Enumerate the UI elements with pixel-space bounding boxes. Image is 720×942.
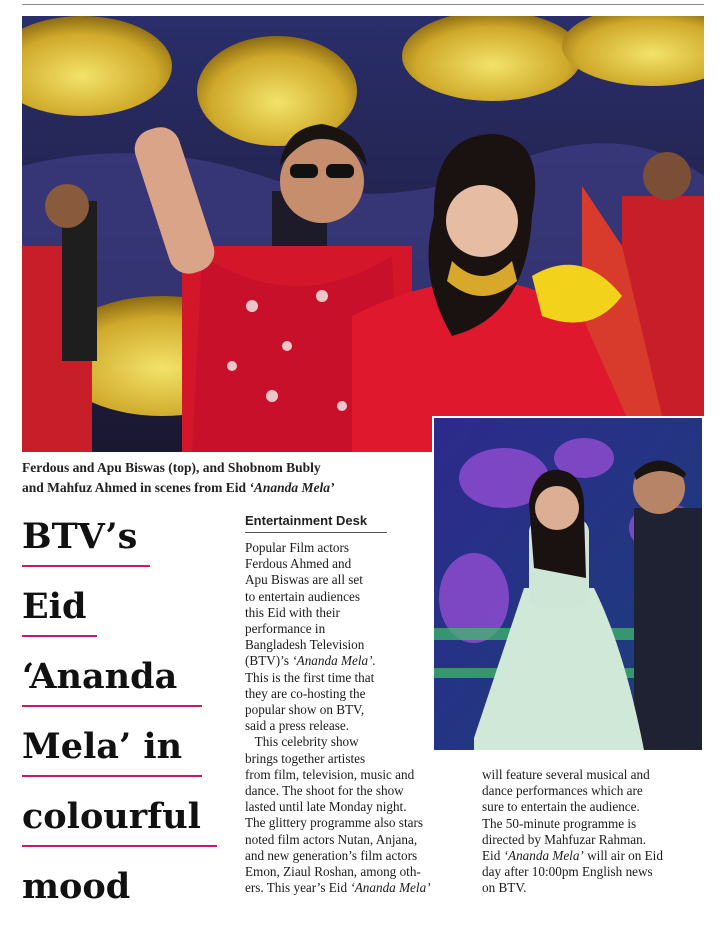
body-line [245,653,465,669]
body-line [482,848,712,864]
body-line: on BTV. [482,880,527,896]
main-photo [22,16,704,452]
headline-underline [22,565,150,567]
body-line: from film, television, music and [245,766,415,782]
body-text: will air on Eid [583,848,663,864]
body-line: dance. The shoot for the show [245,783,404,799]
headline-line [22,648,177,718]
body-line: popular show on BTV, [245,702,365,718]
body-line: performance in [245,621,326,637]
body-line: Popular Film actors [245,540,350,555]
body-line: The glittery programme also stars [245,815,423,831]
body-text: (BTV)’s [245,653,293,669]
body-line [245,880,465,896]
body-text: Eid [482,848,504,864]
headline-underline [22,845,217,847]
body-line: directed by Mahfuzar Rahman. [482,831,647,847]
headline-line [22,508,137,578]
body-column-1 [245,540,465,896]
inset-photo [432,416,704,752]
byline: Entertainment Desk [245,513,368,528]
body-line: this Eid with their [245,604,340,620]
show-title: ‘Ananda Mela’. [292,653,376,669]
headline-text: colourful [22,796,201,837]
body-line: to entertain audiences [245,588,360,604]
photo-caption [22,458,427,498]
body-line: Apu Biswas are all set [245,572,363,588]
caption-line-2-text: and Mahfuz Ahmed in scenes from Eid [22,480,250,495]
headline-text: BTV’s [22,516,138,557]
body-line: noted film actors Nutan, Anjana, [245,831,418,847]
caption-line-2 [22,478,427,498]
body-line: dance performances which are [482,783,643,799]
body-line: This is the first time that [245,669,375,685]
body-line: brings together artistes [245,750,366,766]
headline-text: Eid [22,586,87,627]
show-title: ‘Ananda Mela’ [350,880,431,896]
body-line: lasted until late Monday night. [245,799,407,815]
body-line: sure to entertain the audience. [482,799,640,815]
headline-text: Mela’ in [22,726,183,767]
body-line: The 50-minute programme is [482,815,637,831]
headline-underline [22,635,97,637]
headline-underline [22,705,202,707]
headline-line [22,578,86,648]
headline-underline [22,775,202,777]
body-line: This celebrity show [245,734,359,750]
show-title: ‘Ananda Mela’ [503,848,584,864]
body-line: Bangladesh Television [245,637,365,653]
body-line: day after 10:00pm English news [482,864,653,880]
top-rule [22,4,704,5]
byline-rule [245,532,387,533]
body-line: Emon, Ziaul Roshan, among oth- [245,864,421,880]
headline-line [22,718,182,788]
caption-show-title: ‘Ananda Mela’ [249,480,335,495]
body-text: ers. This year’s Eid [245,880,351,896]
body-line: will feature several musical and [482,767,650,782]
headline-line [22,858,130,928]
body-line: they are co-hosting the [245,685,366,701]
body-line: Ferdous Ahmed and [245,556,352,572]
headline-text: ‘Ananda [22,656,178,697]
body-line: said a press release. [245,718,349,734]
body-column-2 [482,767,712,897]
headline-text: mood [22,866,131,907]
caption-line-1: Ferdous and Apu Biswas (top), and Shobnom Bubly [22,460,321,475]
headline-line [22,788,201,858]
body-line: and new generation’s film actors [245,847,418,863]
